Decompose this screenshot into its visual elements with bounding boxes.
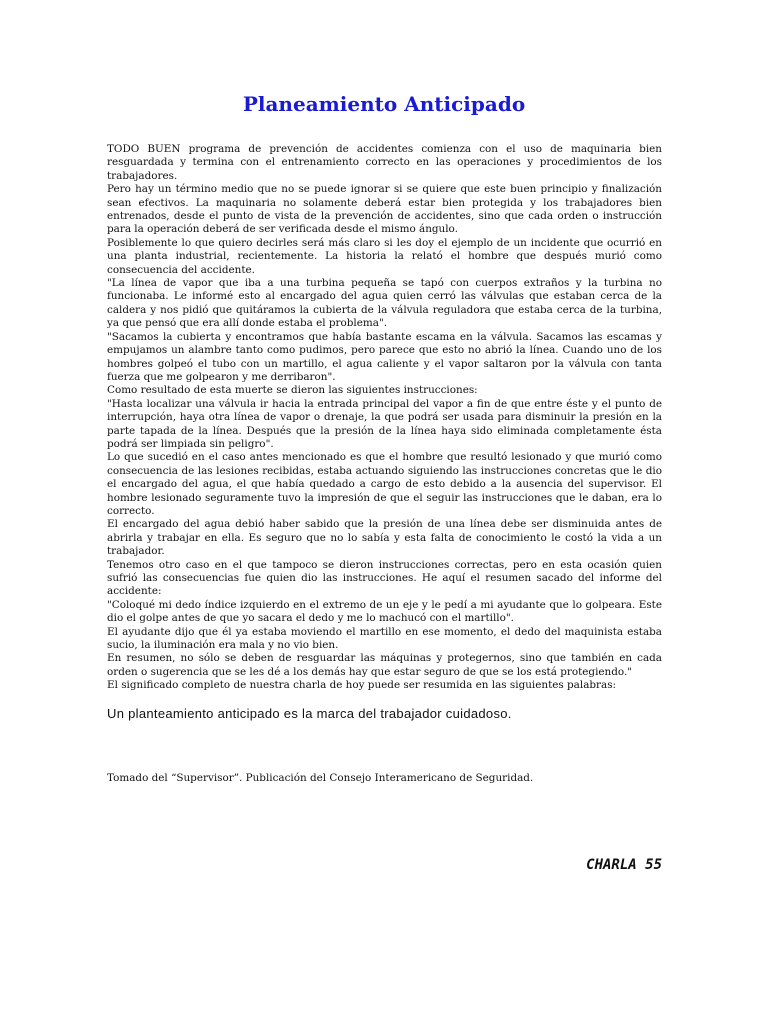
paragraph: En resumen, no sólo se deben de resguardar las máquinas y protegernos, sino que también en cada orden o sugerencia que se les dé a los demás hay que estar seguro de que se los está protegiendo."	[107, 652, 662, 678]
paragraph: "Sacamos la cubierta y encontramos que había bastante escama en la válvula. Sacamos las escamas y empujamos un alambre tanto como pudimos, pero parece que esto no abrió la línea. Cuando uno de los hombres golpeó el tubo con un martillo, el agua caliente y el vapor saltaron por la válvula con tanta fuerza que me golpearon y me derribaron".	[107, 330, 662, 383]
paragraph: "La línea de vapor que iba a una turbina pequeña se tapó con cuerpos extraños y la turbina no funcionaba. Le informé esto al encargado del agua quien cerró las válvulas que estaban cerca de la caldera y nos pidió que quitáramos la cubierta de la válvula reguladora que estaba cerca de la turbina, ya que pensó que era allí donde estaba el problema".	[107, 277, 662, 330]
paragraph: El encargado del agua debió haber sabido que la presión de una línea debe ser disminuida antes de abrirla y trabajar en ella. Es seguro que no lo sabía y esta falta de conocimiento le costó la vida a un trabajador.	[107, 518, 662, 558]
paragraph: TODO BUEN programa de prevención de accidentes comienza con el uso de maquinaria bien resguardada y termina con el entrenamiento correcto en las operaciones y procedimientos de los trabajadores.	[107, 143, 662, 182]
source-note: Tomado del “Supervisor”. Publicación del Consejo Interamericano de Seguridad.	[107, 772, 534, 784]
paragraph: "Coloqué mi dedo índice izquierdo en el extremo de un eje y le pedí a mi ayudante que lo golpeara. Este dio el golpe antes de que yo sacara el dedo y me lo machucó con el martillo".	[107, 598, 662, 625]
paragraph: "Hasta localizar una válvula ir hacia la entrada principal del vapor a fin de que entre éste y el punto de interrupción, haya otra línea de vapor o drenaje, la que podrá ser usada para disminuir la presión en la parte tapada de la línea. Después que la presión de la línea haya sido eliminada completamente ésta podrá ser limpiada sin peligro".	[107, 397, 662, 450]
paragraph: Tenemos otro caso en el que tampoco se dieron instrucciones correctas, pero en esta ocasión quien sufrió las consecuencias fue quien dio las instrucciones. He aquí el resumen sacado del informe del accidente:	[107, 558, 662, 598]
paragraph: Como resultado de esta muerte se dieron las siguientes instrucciones:	[107, 384, 478, 397]
paragraph: Posiblemente lo que quiero decirles será más claro si les doy el ejemplo de un incidente que ocurrió en una planta industrial, recientemente. La historia la relató el hombre que después murió como consecuencia del accidente.	[107, 236, 662, 276]
paragraph: El ayudante dijo que él ya estaba moviendo el martillo en ese momento, el dedo del maquinista estaba sucio, la iluminación era mala y no vio bien.	[107, 625, 662, 652]
closing-line: Un planteamiento anticipado es la marca del trabajador cuidadoso.	[107, 706, 512, 721]
paragraph: El significado completo de nuestra charla de hoy puede ser resumida en las siguientes palabras:	[107, 679, 617, 692]
paragraph: Lo que sucedió en el caso antes mencionado es que el hombre que resultó lesionado y que murió como consecuencia de las lesiones recibidas, estaba actuando siguiendo las instrucciones concretas que le dio el encargado del agua, el que había quedado a cargo de esto debido a la ausencia del supervisor. El hombre lesionado seguramente tuvo la impresión de que el seguir las instrucciones que le daban, era lo correcto.	[107, 451, 662, 517]
document-body	[107, 143, 662, 693]
document-title: Planeamiento Anticipado	[242, 92, 526, 116]
paragraph: Pero hay un término medio que no se puede ignorar si se quiere que este buen principio y finalización sean efectivos. La maquinaria no solamente deberá estar bien protegida y los trabajadores bien entrenados, desde el punto de vista de la prevención de accidentes, sino que cada orden o instrucción para la operación deberá de ser verificada desde el mismo ángulo.	[107, 183, 662, 236]
charla-label: CHARLA 55	[586, 857, 662, 873]
